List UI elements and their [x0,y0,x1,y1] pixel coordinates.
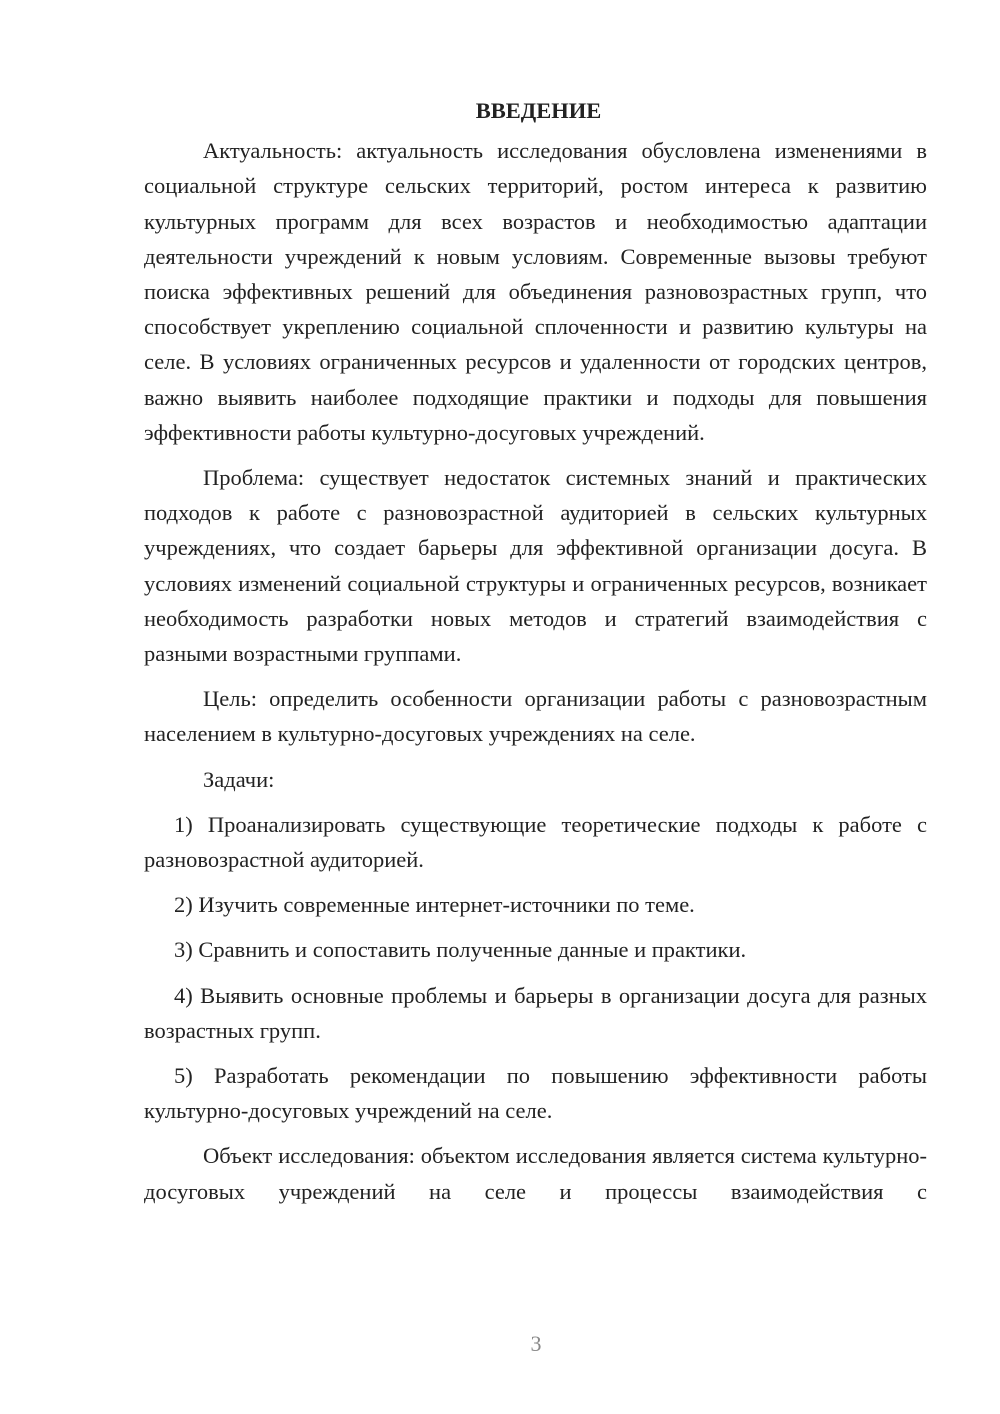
paragraph-goal: Цель: определить особенности организации работы с разновозрастным населением в культурно-досуговых учреждениях на селе. [144,686,927,747]
page-number: 3 [530,1331,542,1356]
tasks-heading: Задачи: [203,766,275,792]
document-body [144,93,927,1219]
section-title: ВВЕДЕНИЕ [475,98,602,123]
paragraph-problem: Проблема: существует недостаток системных знаний и практических подходов к работе с разновозрастной аудиторией в сельских культурных учреждениях, что создает барьеры для эффективной организации досуга. В условиях изменений социальной структуры и ограниченных ресурсов, возникает необходимость разработки новых методов и стратегий взаимодействия с разными возрастными группами. [144,465,927,667]
paragraph-object: Объект исследования: объектом исследования является система культурно-досуговых учреждений на селе и процессы взаимодействия с [144,1143,927,1204]
task-item-2: 2) Изучить современные интернет-источники по теме. [174,892,695,918]
paragraph-relevance: Актуальность: актуальность исследования обусловлена изменениями в социальной структуре сельских территорий, ростом интереса к развитию культурных программ для всех возрастов и необходимостью адаптации деятельности учреждений к новым условиям. Современные вызовы требуют поиска эффективных решений для объединения разновозрастных групп, что способствует укреплению социальной сплоченности и развитию культуры на селе. В условиях ограниченных ресурсов и удаленности от городских центров, важно выявить наиболее подходящие практики и подходы для повышения эффективности работы культурно-досуговых учреждений. [144,138,927,445]
task-item-4: 4) Выявить основные проблемы и барьеры в организации досуга для разных возрастных групп. [144,982,927,1043]
task-item-3: 3) Сравнить и сопоставить полученные данные и практики. [174,937,747,963]
task-item-5: 5) Разработать рекомендации по повышению эффективности работы культурно-досуговых учреждений на селе. [144,1063,927,1124]
task-item-1: 1) Проанализировать существующие теоретические подходы к работе с разновозрастной аудиторией. [144,811,927,873]
